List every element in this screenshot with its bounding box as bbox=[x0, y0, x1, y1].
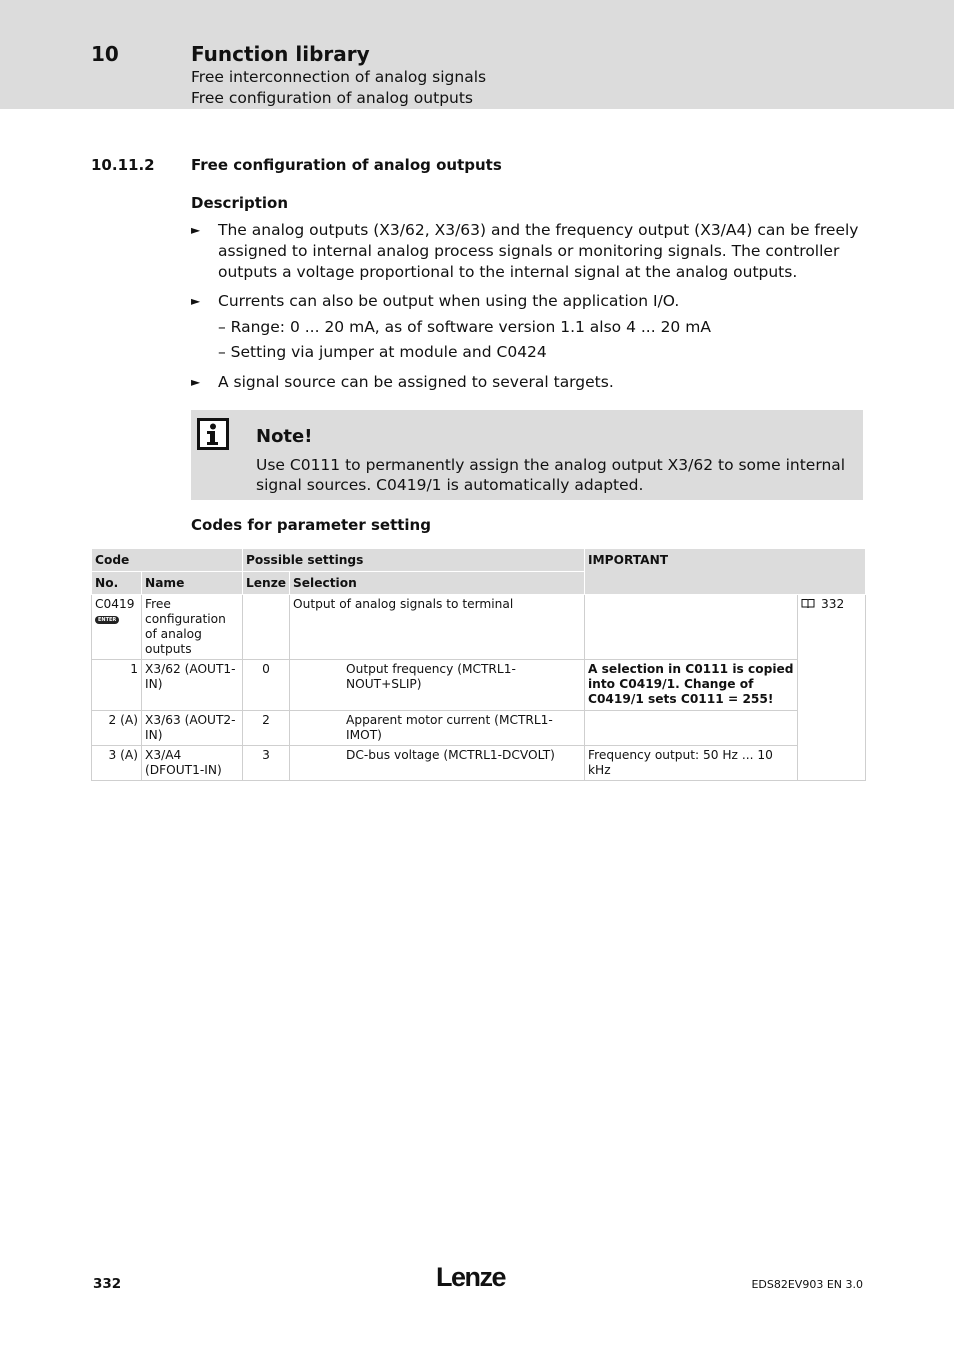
bullet-item bbox=[191, 291, 863, 312]
note-text: Use C0111 to permanently assign the analog output X3/62 to some internal signal sources. C0419/1 is automatically adapted. bbox=[256, 456, 846, 494]
bullet-item bbox=[191, 372, 863, 393]
info-icon bbox=[197, 418, 229, 450]
header-band bbox=[0, 0, 954, 109]
name-cell: X3/62 (AOUT1-IN) bbox=[142, 660, 243, 711]
book-icon bbox=[801, 598, 815, 609]
selection-cell: Apparent motor current (MCTRL1-IMOT) bbox=[290, 711, 585, 746]
lenze-cell: 0 bbox=[243, 660, 290, 711]
bullet-arrow-icon: ► bbox=[191, 294, 201, 308]
chapter-subtitle-1: Free interconnection of analog signals bbox=[191, 68, 487, 86]
name-cell: X3/A4 (DFOUT1-IN) bbox=[142, 746, 243, 781]
parameter-table bbox=[91, 548, 866, 781]
bullet-text: The analog outputs (X3/62, X3/63) and the frequency output (X3/A4) can be freely assigned to internal analog process signals or monitoring signals. The controller outputs a voltage proportional to the internal signal at the analog outputs. bbox=[218, 221, 859, 281]
codes-heading: Codes for parameter setting bbox=[191, 516, 431, 534]
lenze-cell bbox=[243, 595, 290, 660]
selection-cell: Output of analog signals to terminal bbox=[290, 595, 585, 660]
lenze-cell: 2 bbox=[243, 711, 290, 746]
page-number: 332 bbox=[93, 1276, 122, 1292]
header-lenze: Lenze bbox=[243, 572, 290, 595]
table-row bbox=[92, 660, 866, 711]
table-row bbox=[92, 595, 866, 660]
no-cell: 3 (A) bbox=[92, 746, 142, 781]
header-no: No. bbox=[92, 572, 142, 595]
important-cell bbox=[585, 711, 798, 746]
section-title: Free configuration of analog outputs bbox=[191, 156, 502, 174]
sub-item-jumper: – Setting via jumper at module and C0424 bbox=[218, 343, 547, 361]
bullet-text: A signal source can be assigned to several targets. bbox=[218, 373, 614, 391]
table-header-row bbox=[92, 549, 866, 572]
bullet-arrow-icon: ► bbox=[191, 375, 201, 389]
enter-icon: ENTER bbox=[95, 616, 119, 624]
header-possible-settings: Possible settings bbox=[243, 549, 585, 572]
header-name: Name bbox=[142, 572, 243, 595]
bullet-text: Currents can also be output when using the application I/O. bbox=[218, 292, 680, 310]
code-value: C0419 bbox=[95, 597, 135, 611]
note-box bbox=[191, 410, 863, 500]
document-id: EDS82EV903 EN 3.0 bbox=[751, 1278, 863, 1291]
name-cell: X3/63 (AOUT2-IN) bbox=[142, 711, 243, 746]
important-cell: Frequency output: 50 Hz ... 10 kHz bbox=[585, 746, 798, 781]
code-cell bbox=[92, 595, 142, 660]
sub-item-range: – Range: 0 ... 20 mA, as of software version 1.1 also 4 ... 20 mA bbox=[218, 318, 711, 336]
reference-page: 332 bbox=[821, 597, 845, 611]
lenze-cell: 3 bbox=[243, 746, 290, 781]
description-heading: Description bbox=[191, 194, 289, 212]
chapter-title: Function library bbox=[191, 42, 370, 66]
header-important: IMPORTANT bbox=[585, 549, 866, 595]
selection-cell: Output frequency (MCTRL1-NOUT+SLIP) bbox=[290, 660, 585, 711]
header-code: Code bbox=[92, 549, 243, 572]
chapter-number: 10 bbox=[91, 42, 119, 66]
header-selection: Selection bbox=[290, 572, 585, 595]
reference-cell bbox=[798, 595, 866, 781]
table-row bbox=[92, 746, 866, 781]
bullet-arrow-icon: ► bbox=[191, 223, 201, 237]
important-cell: A selection in C0111 is copied into C0419/1. Change of C0419/1 sets C0111 = 255! bbox=[585, 660, 798, 711]
chapter-subtitle-2: Free configuration of analog outputs bbox=[191, 89, 474, 107]
section-number: 10.11.2 bbox=[91, 156, 155, 174]
table-row bbox=[92, 711, 866, 746]
selection-cell: DC-bus voltage (MCTRL1-DCVOLT) bbox=[290, 746, 585, 781]
no-cell: 2 (A) bbox=[92, 711, 142, 746]
note-title: Note! bbox=[256, 426, 313, 447]
no-cell: 1 bbox=[92, 660, 142, 711]
name-cell: Free configuration of analog outputs bbox=[142, 595, 243, 660]
important-cell bbox=[585, 595, 798, 660]
lenze-logo: Lenze bbox=[436, 1262, 506, 1292]
bullet-item bbox=[191, 220, 863, 283]
